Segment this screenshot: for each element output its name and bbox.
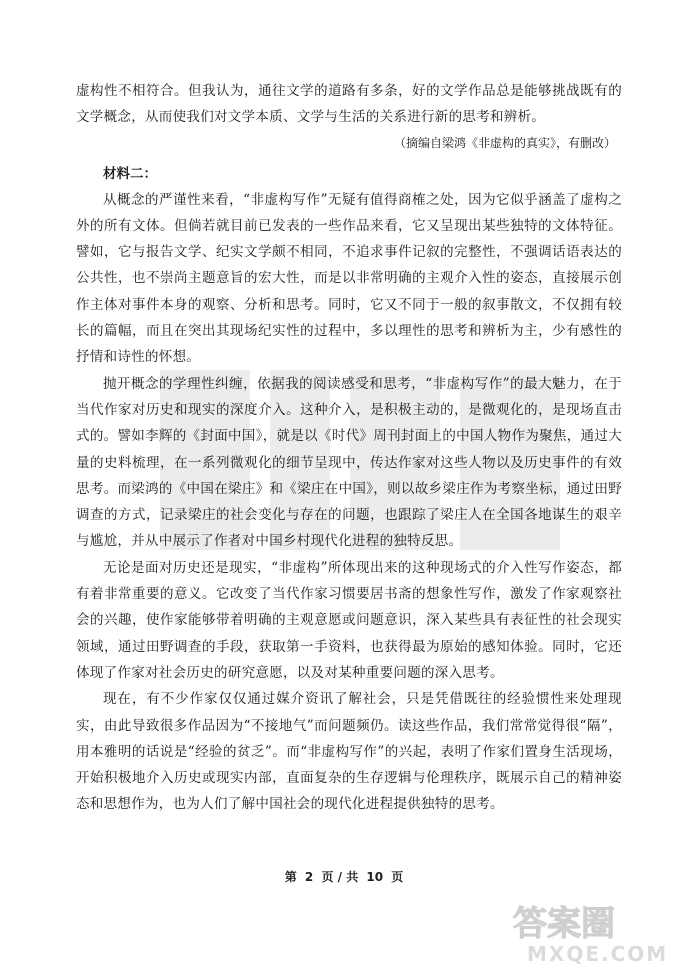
- corner-watermark-logo: [505, 895, 680, 967]
- svg-text:答案圈: 答案圈: [513, 904, 615, 944]
- article-body: [76, 78, 622, 818]
- footer-current-page: 2: [304, 870, 314, 884]
- source-note: （摘编自梁鸿《非虚构的真实》，有删改）: [393, 135, 616, 150]
- paragraph: 无论是面对历史还是现实，“非虚构”所体现出来的这种现场式的介入性写作姿态，都有着非常重要的意义。它改变了当代作家习惯要居书斋的想象性写作，激发了作家观察社会的兴趣，使作家能够带着明确的主观意愿或问题意识，深入某些具有表征性的社会现实领域，通过田野调查的手段，获取第一手资料，也获得最为原始的感知体验。同时，它还体现了作家对社会历史的研究意愿，以及对某种重要问题的深入思考。: [76, 559, 622, 681]
- paragraph: 抛开概念的学理性纠缠，依据我的阅读感受和思考，“非虚构写作”的最大魅力，在于当代作家对历史和现实的深度介入。这种介入，是积极主动的，是微观化的，是现场直击式的。譬如李辉的《封面中国》，就是以《时代》周刊封面上的中国人物作为聚焦，通过大量的史料梳理，在一系列微观化的细节呈现中，传达作家对这些人物以及历史事件的有效思考。而梁鸿的《中国在梁庄》和《梁庄在中国》，则以故乡梁庄作为考察坐标，通过田野调查的方式，记录梁庄的社会变化与存在的问题，也跟踪了梁庄人在全国各地谋生的艰辛与尴尬，并从中展示了作者对中国乡村现代化进程的独特反思。: [76, 375, 622, 550]
- paragraph: 现在，有不少作家仅仅通过媒介资讯了解社会，只是凭借既往的经验惯性来处理现实，由此导致很多作品因为“不接地气”而问题频仍。读这些作品，我们常常觉得很“隔”，用本雅明的话说是“经验的贫乏”。而“非虚构写作”的兴起，表明了作家们置身生活现场，开始积极地介入历史或现实内部，直面复杂的生存逻辑与伦理秩序，既展示自己的精神姿态和思想作为，也为人们了解中国社会的现代化进程提供独特的思考。: [76, 691, 622, 813]
- section-title: 材料二：: [103, 165, 157, 182]
- footer-suffix: 页: [391, 870, 404, 884]
- footer-total-pages: 10: [366, 870, 384, 884]
- paragraph: 从概念的严谨性来看，“非虚构写作”无疑有值得商榷之处，因为它似乎涵盖了虚构之外的所有文体。但倘若就目前已发表的一些作品来看，它又呈现出某些独特的文体特征。譬如，它与报告文学、纪实文学颇不相同，不追求事件记叙的完整性，不强调话语表达的公共性，也不崇尚主题意旨的宏大性，而是以非常明确的主观介入性的姿态，直接展示创作主体对事件本身的观察、分析和思考。同时，它又不同于一般的叙事散文，不仅拥有较长的篇幅，而且在突出其现场纪实性的过程中，多以理性的思考和辨析为主，少有感性的抒情和诗性的怀想。: [76, 191, 622, 366]
- footer-prefix: 第: [284, 870, 297, 884]
- footer-mid: 页 / 共: [321, 870, 359, 884]
- page-footer: [0, 868, 688, 885]
- paragraph-continuation: 虚构性不相符合。但我认为，通往文学的道路有多条，好的文学作品总是能够挑战既有的文学概念，从而使我们对文学本质、文学与生活的关系进行新的思考和辨析。: [76, 83, 622, 126]
- svg-text:MXQE.COM: MXQE.COM: [527, 942, 669, 966]
